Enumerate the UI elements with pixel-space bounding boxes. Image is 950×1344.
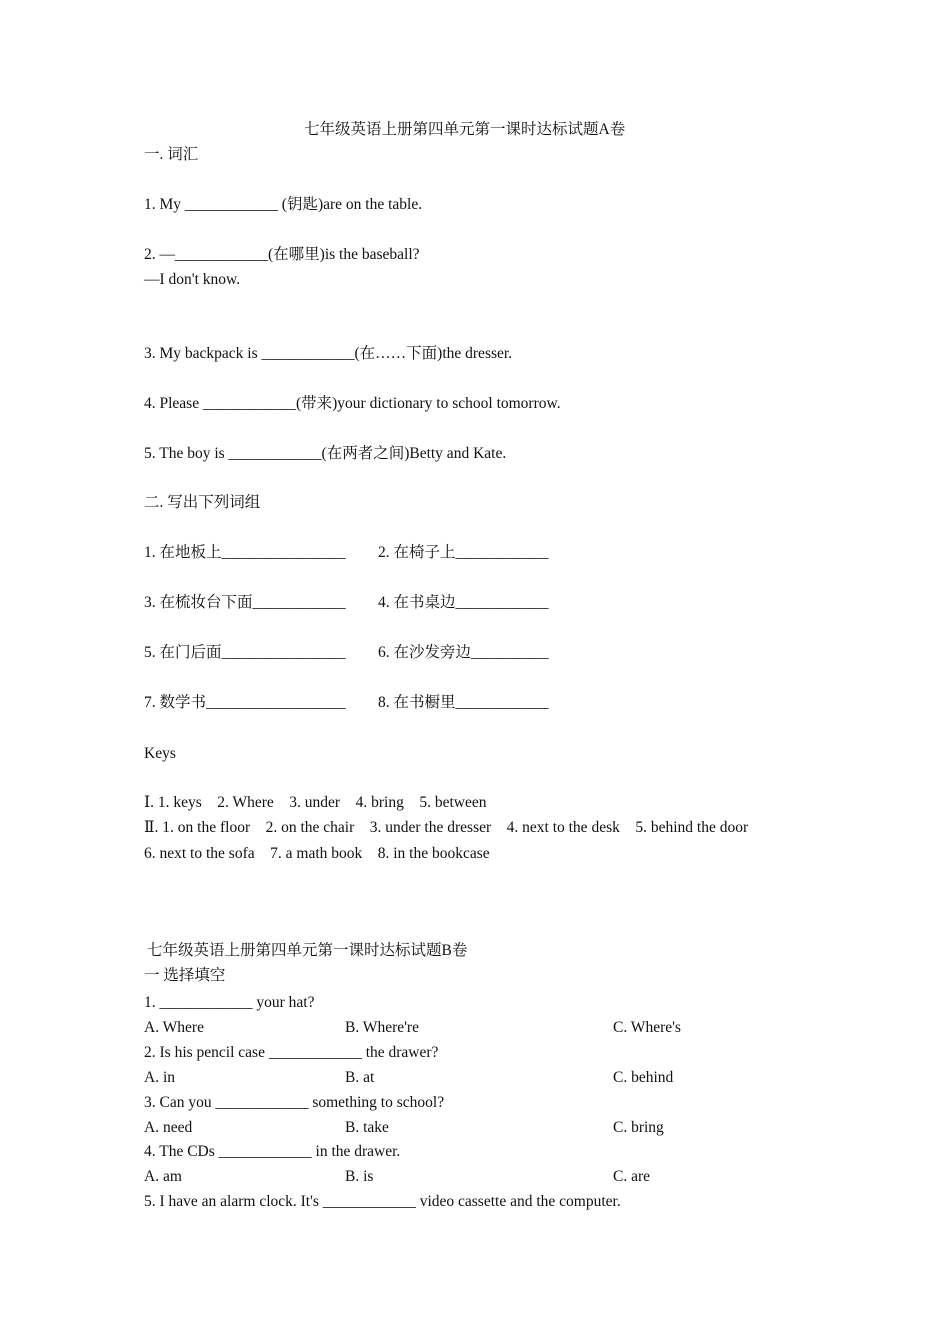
phrase-item-2: 2. 在椅子上____________: [378, 544, 549, 561]
keys-line-3: 6. next to the sofa 7. a math book 8. in the bookcase: [144, 845, 490, 862]
keys-line-1: Ⅰ. 1. keys 2. Where 3. under 4. bring 5. between: [144, 794, 487, 811]
choice-question-3: 3. Can you ____________ something to school?: [144, 1094, 445, 1111]
vocab-question-1: 1. My ____________ (钥匙)are on the table.: [144, 196, 423, 213]
keys-line-2: Ⅱ. 1. on the floor 2. on the chair 3. under the dresser 4. next to the desk 5. behind the door: [144, 819, 749, 836]
phrase-item-8: 8. 在书橱里____________: [378, 694, 549, 711]
phrase-item-5: 5. 在门后面________________: [144, 644, 346, 661]
choice-2-option-c: C. behind: [613, 1069, 674, 1086]
choice-1-option-a: A. Where: [144, 1019, 204, 1036]
vocab-question-2-reply: —I don't know.: [144, 271, 241, 288]
choice-question-2: 2. Is his pencil case ____________ the drawer?: [144, 1044, 439, 1061]
vocab-question-5: 5. The boy is ____________(在两者之间)Betty and Kate.: [144, 445, 507, 462]
phrase-item-4: 4. 在书桌边____________: [378, 594, 549, 611]
vocab-question-4: 4. Please ____________(带来)your dictionary to school tomorrow.: [144, 395, 561, 412]
section-phrases-heading: 二. 写出下列词组: [144, 494, 261, 511]
choice-question-1: 1. ____________ your hat?: [144, 994, 315, 1011]
choice-3-option-c: C. bring: [613, 1119, 664, 1136]
choice-3-option-b: B. take: [345, 1119, 389, 1136]
choice-question-4: 4. The CDs ____________ in the drawer.: [144, 1143, 401, 1160]
paper-a-title: 七年级英语上册第四单元第一课时达标试题A卷: [304, 121, 626, 138]
choice-1-option-b: B. Where're: [345, 1019, 419, 1036]
choice-1-option-c: C. Where's: [613, 1019, 681, 1036]
section-vocabulary-heading: 一. 词汇: [144, 146, 199, 163]
vocab-question-3: 3. My backpack is ____________(在……下面)the dresser.: [144, 345, 513, 362]
choice-2-option-b: B. at: [345, 1069, 375, 1086]
choice-4-option-c: C. are: [613, 1168, 651, 1185]
choice-4-option-a: A. am: [144, 1168, 182, 1185]
phrase-item-1: 1. 在地板上________________: [144, 544, 346, 561]
phrase-item-7: 7. 数学书__________________: [144, 694, 346, 711]
vocab-question-2: 2. —____________(在哪里)is the baseball?: [144, 246, 420, 263]
phrase-item-3: 3. 在梳妆台下面____________: [144, 594, 346, 611]
paper-b-title: 七年级英语上册第四单元第一课时达标试题B卷: [147, 942, 468, 959]
choice-question-5: 5. I have an alarm clock. It's ____________ video cassette and the computer.: [144, 1193, 621, 1210]
choice-2-option-a: A. in: [144, 1069, 175, 1086]
keys-heading: Keys: [144, 745, 176, 762]
choice-3-option-a: A. need: [144, 1119, 193, 1136]
phrase-item-6: 6. 在沙发旁边__________: [378, 644, 549, 661]
section-choice-heading: 一 选择填空: [144, 967, 226, 984]
choice-4-option-b: B. is: [345, 1168, 374, 1185]
